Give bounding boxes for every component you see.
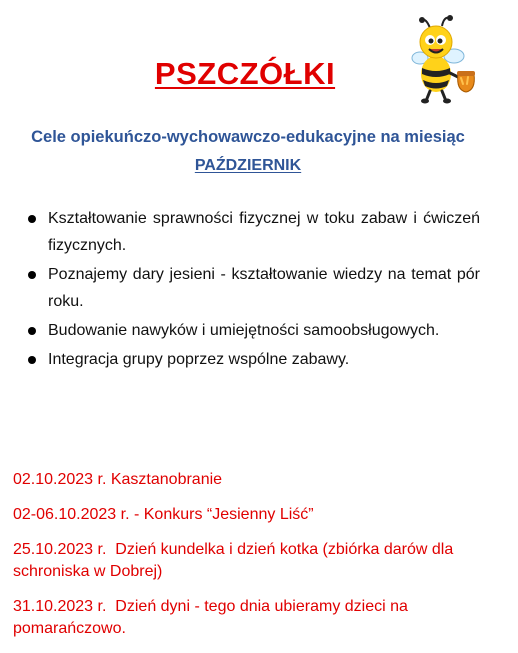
goal-text: Budowanie nawyków i umiejętności samoobsługowych. — [48, 322, 440, 339]
goals-list — [27, 205, 480, 375]
goal-item — [27, 317, 480, 344]
event-item: 02-06.10.2023 r. - Konkurs “Jesienny Liść” — [13, 506, 314, 523]
event-item: 02.10.2023 r. Kasztanobranie — [13, 471, 223, 488]
event-item: 31.10.2023 r. Dzień dyni - tego dnia ubieramy dzieci na pomarańczowo. — [13, 598, 413, 637]
goals-subtitle: Cele opiekuńczo-wychowawczo-edukacyjne na miesiąc — [31, 128, 465, 146]
month-label: PAŹDZIERNIK — [194, 157, 302, 174]
goal-text: Integracja grupy poprzez wspólne zabawy. — [48, 351, 350, 368]
page-title-text: PSZCZÓŁKI — [154, 56, 336, 91]
event-item: 25.10.2023 r. Dzień kundelka i dzień kotka (zbiórka darów dla schroniska w Dobrej) — [13, 541, 458, 580]
goal-text: Kształtowanie sprawności fizycznej w toku zabaw i ćwiczeń fizycznych. — [48, 210, 480, 254]
bee-with-honey-pot-icon — [408, 14, 478, 104]
goal-item — [27, 205, 480, 259]
month-heading — [0, 157, 496, 175]
bullet-icon — [28, 327, 36, 335]
bullet-icon — [28, 215, 36, 223]
events-list — [13, 469, 493, 653]
bullet-icon — [28, 271, 36, 279]
goal-text: Poznajemy dary jesieni - kształtowanie wiedzy na temat pór roku. — [48, 266, 480, 310]
goal-item — [27, 261, 480, 315]
bullet-icon — [28, 356, 36, 364]
goal-item — [27, 346, 480, 373]
